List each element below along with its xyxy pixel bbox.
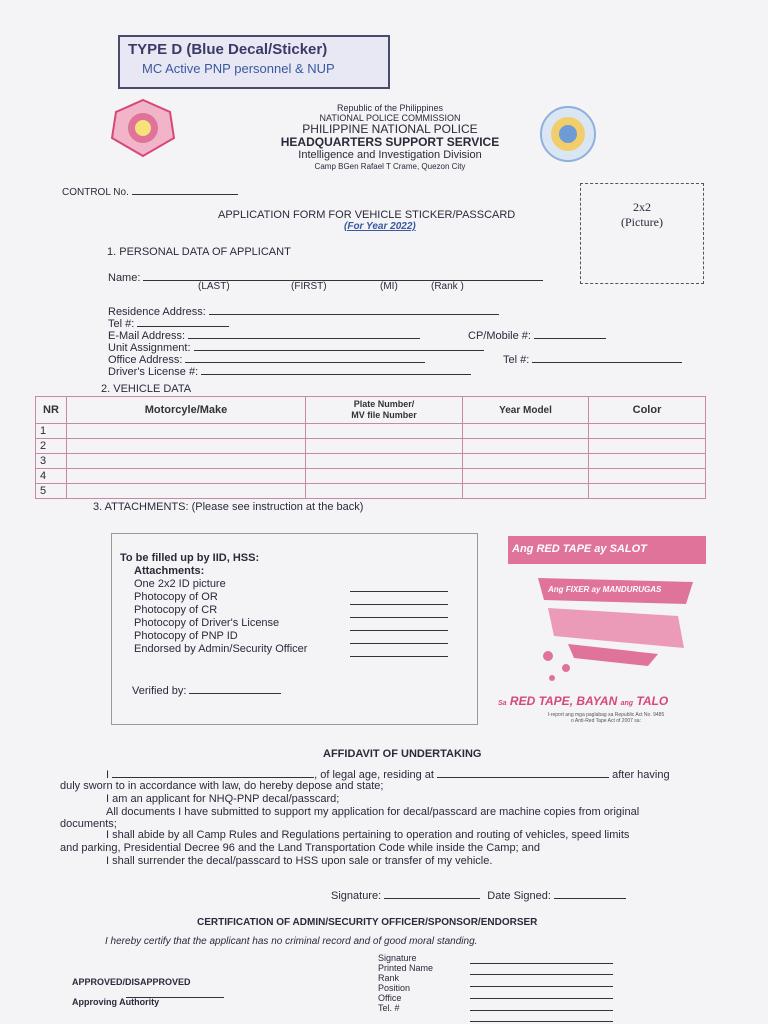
name-label: Name:	[108, 272, 141, 284]
banner-fine-print	[516, 712, 696, 724]
affidavit-line1[interactable]	[106, 767, 670, 781]
attachments-box	[111, 533, 478, 725]
hss-text: HEADQUARTERS SUPPORT SERVICE	[280, 135, 500, 149]
napolcom-text: NATIONAL POLICE COMMISSION	[319, 113, 461, 123]
agency-header	[240, 103, 540, 172]
banner-fine1: I-report ang mga paglabag sa Republic Act No. 9485	[547, 712, 665, 718]
pnp-text: PHILIPPINE NATIONAL POLICE	[302, 122, 478, 136]
banner-main: RED TAPE, BAYAN	[509, 694, 618, 708]
name-first: (FIRST)	[291, 281, 327, 292]
banner-slogan	[498, 694, 668, 708]
attachment-check-line[interactable]	[350, 581, 448, 592]
row-number: 2	[36, 439, 67, 454]
affidavit-heading: AFFIDAVIT OF UNDERTAKING	[323, 748, 482, 760]
cert-position-line[interactable]	[470, 988, 613, 999]
banner-ribbon-text: Ang FIXER ay MANDURUGAS	[548, 585, 662, 594]
name-rank: (Rank )	[431, 281, 464, 292]
approving-authority: Approving Authority	[72, 997, 160, 1007]
office-tel-label: Tel #:	[503, 354, 530, 366]
cert-office-label: Office	[378, 993, 402, 1003]
banner-fine2: o Anti-Red Tape Act of 2007 sa:	[571, 718, 641, 724]
row-number: 1	[36, 424, 67, 439]
type-subtitle: MC Active PNP personnel & NUP	[142, 61, 335, 76]
cert-office-line[interactable]	[470, 1000, 613, 1011]
tel-label: Tel #:	[108, 318, 135, 330]
row-number: 5	[36, 484, 67, 499]
attachment-item: Photocopy of Driver's License	[134, 617, 280, 629]
table-row[interactable]	[36, 484, 706, 499]
picture-size: 2x2	[633, 200, 651, 214]
division-text: Intelligence and Investigation Division	[298, 149, 482, 161]
hss-seal-icon	[540, 106, 596, 162]
attachments-box-title: To be filled up by IID, HSS:	[120, 552, 260, 564]
verified-by-label: Verified by:	[132, 685, 187, 697]
affidavit-line5: documents;	[60, 818, 117, 830]
attachments-label: Attachments:	[134, 565, 205, 577]
control-no-label: CONTROL No.	[62, 187, 129, 198]
col-year: Year Model	[463, 397, 589, 424]
affidavit-line3: I am an applicant for NHQ-PNP decal/passcard;	[106, 793, 340, 805]
banner-end: TALO	[636, 694, 669, 708]
date-signed-label: Date Signed:	[487, 890, 551, 902]
col-make: Motorcyle/Make	[67, 397, 306, 424]
col-nr: NR	[36, 397, 67, 424]
table-row[interactable]	[36, 454, 706, 469]
office-label: Office Address:	[108, 354, 183, 366]
attachment-item: One 2x2 ID picture	[134, 578, 226, 590]
form-title: APPLICATION FORM FOR VEHICLE STICKER/PASSCARD	[218, 209, 516, 221]
pnp-seal-icon	[110, 98, 176, 158]
affidavit-i: I	[106, 769, 110, 781]
banner-ang: ang	[620, 700, 634, 707]
affidavit-line2: duly sworn to in accordance with law, do hereby depose and state;	[60, 780, 384, 792]
name-mi: (MI)	[380, 281, 398, 292]
cert-tel-line[interactable]	[470, 1011, 613, 1022]
table-row[interactable]	[36, 469, 706, 484]
license-field[interactable]	[108, 364, 471, 378]
cert-rank-line[interactable]	[470, 976, 613, 987]
attachment-check-line[interactable]	[350, 607, 448, 618]
cert-signature-line[interactable]	[470, 953, 613, 964]
verified-by-field[interactable]	[132, 683, 281, 697]
affidavit-line7: and parking, Presidential Decree 96 and the Land Transportation Code while inside the Camp; and	[60, 842, 541, 854]
section2-heading: 2. VEHICLE DATA	[101, 383, 192, 395]
attachment-item: Photocopy of OR	[134, 591, 218, 603]
picture-box	[580, 183, 704, 284]
form-year: (For Year 2022)	[344, 221, 416, 232]
affidavit-line8: I shall surrender the decal/passcard to HSS upon sale or transfer of my vehicle.	[106, 855, 493, 867]
approved-label: APPROVED/DISAPPROVED	[72, 977, 191, 987]
col-color: Color	[589, 397, 706, 424]
section1-heading: 1. PERSONAL DATA OF APPLICANT	[107, 246, 291, 258]
anti-red-tape-banner	[498, 536, 706, 726]
table-row[interactable]	[36, 424, 706, 439]
certification-statement: I hereby certify that the applicant has no criminal record and of good moral standing.	[105, 936, 478, 947]
signature-label: Signature:	[331, 890, 382, 902]
affidavit-line4: All documents I have submitted to support my application for decal/passcard are machine copies from original	[106, 806, 640, 818]
row-number: 3	[36, 454, 67, 469]
certification-heading: CERTIFICATION OF ADMIN/SECURITY OFFICER/SPONSOR/ENDORSER	[197, 917, 538, 928]
cert-printed-name-label: Printed Name	[378, 963, 434, 973]
cert-name-line[interactable]	[470, 964, 613, 975]
cert-rank-label: Rank	[378, 973, 400, 983]
table-row[interactable]	[36, 439, 706, 454]
attachment-check-line[interactable]	[350, 646, 448, 657]
residence-label: Residence Address:	[108, 306, 206, 318]
picture-label: (Picture)	[621, 215, 663, 229]
type-title-box	[118, 35, 390, 89]
attachment-check-line[interactable]	[350, 594, 448, 605]
affidavit-signature-field[interactable]	[331, 888, 626, 902]
cert-position-label: Position	[378, 983, 411, 993]
type-title: TYPE D (Blue Decal/Sticker)	[128, 41, 328, 58]
attachment-check-line[interactable]	[350, 620, 448, 631]
republic-text: Republic of the Philippines	[336, 103, 444, 113]
attachment-check-line[interactable]	[350, 633, 448, 644]
affidavit-residing: , of legal age, residing at	[314, 769, 434, 781]
cert-tel-label: Tel. #	[378, 1003, 400, 1013]
camp-address: Camp BGen Rafael T Crame, Quezon City	[314, 162, 466, 171]
affidavit-after: after having	[612, 769, 670, 781]
banner-sa: Sa	[498, 700, 507, 707]
col-plate: Plate Number/ MV file Number	[306, 397, 463, 424]
affidavit-line6: I shall abide by all Camp Rules and Regulations pertaining to operation and routing of vehicles, speed limits	[106, 829, 630, 841]
row-number: 4	[36, 469, 67, 484]
name-last: (LAST)	[198, 281, 230, 292]
banner-top-text: Ang RED TAPE ay SALOT	[512, 543, 647, 555]
office-tel-field[interactable]	[503, 352, 682, 366]
cp-label: CP/Mobile #:	[468, 330, 531, 342]
license-label: Driver's License #:	[108, 366, 199, 378]
attachment-item: Photocopy of CR	[134, 604, 218, 616]
table-header-row	[36, 397, 706, 424]
vehicle-table	[35, 396, 706, 499]
attachment-item: Photocopy of PNP ID	[134, 630, 238, 642]
unit-label: Unit Assignment:	[108, 342, 191, 354]
attachment-item: Endorsed by Admin/Security Officer	[134, 643, 308, 655]
email-label: E-Mail Address:	[108, 330, 186, 342]
control-no-field[interactable]	[62, 184, 238, 198]
cert-fields	[378, 953, 433, 1013]
cert-signature-label: Signature	[378, 953, 417, 963]
cp-mobile-field[interactable]	[468, 328, 606, 342]
section3-heading: 3. ATTACHMENTS: (Please see instruction at the back)	[93, 501, 364, 513]
